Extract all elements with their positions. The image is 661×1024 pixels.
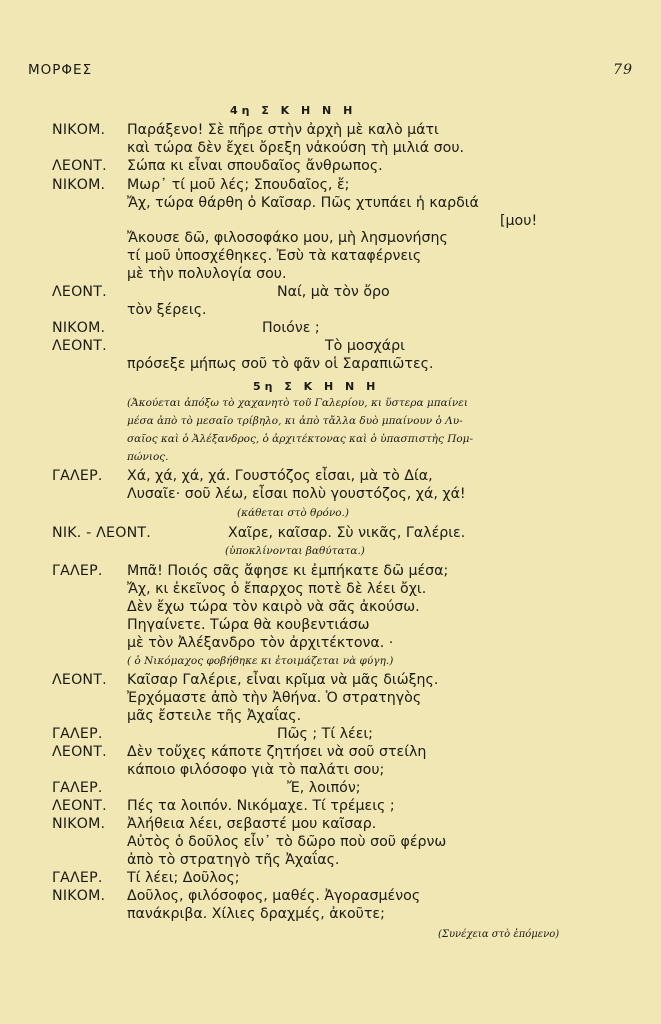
running-header: ΜΟΡΦΕΣ (28, 62, 93, 78)
speaker: ΝΙΚΟΜ. (52, 122, 106, 138)
stage-direction: σαῖος καὶ ὁ Ἀλέξανδρος, ὁ ἀρχιτέκτονας καὶ ὁ ὑπασπιστὴς Πομ- (127, 433, 474, 445)
dialogue-line: τὸν ξέρεις. (127, 302, 207, 318)
speaker: ΛΕΟΝΤ. (52, 158, 107, 174)
dialogue-line: ἀπὸ τὸ στρατηγὸ τῆς Ἀχαΐας. (127, 852, 340, 868)
dialogue-line: Ἄχ, τώρα θάρθη ὁ Καῖσαρ. Πῶς χτυπάει ἡ καρδιά (127, 195, 479, 211)
dialogue-line: Χά, χά, χά, χά. Γουστόζος εἶσαι, μὰ τὸ Δία, (127, 468, 433, 484)
dialogue-line: Δοῦλος, φιλόσοφος, μαθές. Ἀγορασμένος (127, 888, 421, 904)
dialogue-line: Πές τα λοιπόν. Νικόμαχε. Τί τρέμεις ; (127, 798, 395, 814)
dialogue-line: Πῶς ; Τί λέει; (277, 726, 373, 742)
speaker: ΛΕΟΝΤ. (52, 284, 107, 300)
speaker: ΛΕΟΝΤ. (52, 338, 107, 354)
speaker: ΓΑΛΕΡ. (52, 468, 103, 484)
stage-direction: ( ὁ Νικόμαχος φοβήθηκε κι ἑτοιμάζεται νὰ φύγη.) (127, 655, 394, 667)
dialogue-line: Δὲν ἔχω τώρα τὸν καιρὸ νὰ σᾶς ἀκούσω. (127, 599, 420, 615)
speaker: ΝΙΚ. - ΛΕΟΝΤ. (52, 525, 151, 541)
dialogue-line: Ἀλήθεια λέει, σεβαστέ μου καῖσαρ. (127, 816, 377, 832)
dialogue-line: μὲ τὸν Ἀλέξανδρο τὸν ἀρχιτέκτονα. · (127, 635, 394, 651)
dialogue-line: Ναί, μὰ τὸν ὄρο (277, 284, 390, 300)
dialogue-line: Χαῖρε, καῖσαρ. Σὺ νικᾶς, Γαλέριε. (228, 525, 466, 541)
dialogue-line: Πηγαίνετε. Τώρα θὰ κουβεντιάσω (127, 617, 370, 633)
dialogue-line: Λυσαῖε· σοῦ λέω, εἶσαι πολὺ γουστόζος, χά, χά! (127, 486, 466, 502)
stage-direction: πώνιος. (127, 451, 169, 463)
stage-direction: (ὑποκλίνονται βαθύτατα.) (225, 545, 365, 557)
dialogue-line: Δὲν τοὔχες κάποτε ζητήσει νὰ σοῦ στείλη (127, 744, 427, 760)
speaker: ΛΕΟΝΤ. (52, 672, 107, 688)
dialogue-line: Ἄχ, κι ἐκεῖνος ὁ ἔπαρχος ποτὲ δὲ λέει ὄχι. (127, 581, 427, 597)
dialogue-line: Μπᾶ! Ποιός σᾶς ἄφησε κι ἐμπήκατε δῶ μέσα; (127, 563, 449, 579)
speaker: ΝΙΚΟΜ. (52, 816, 106, 832)
speaker: ΝΙΚΟΜ. (52, 888, 106, 904)
dialogue-line: τί μοῦ ὑποσχέθηκες. Ἐσὺ τὰ καταφέρνεις (127, 248, 422, 264)
dialogue-line: Σώπα κι εἶναι σπουδαῖος ἄνθρωπος. (127, 158, 383, 174)
dialogue-line: μᾶς ἔστειλε τῆς Ἀχαΐας. (127, 708, 302, 724)
stage-direction: (Ἀκούεται ἀπόξω τὸ χαχανητὸ τοῦ Γαλερίου, κι ὕστερα μπαίνει (127, 397, 468, 409)
scene-4-heading: 4η Σ Κ Η Ν Η (230, 104, 357, 117)
stage-direction: μέσα ἀπὸ τὸ μεσαῖο τρίβηλο, κι ἀπὸ τἄλλα δυὸ μπαίνουν ὁ Λυ- (127, 415, 463, 427)
dialogue-line: κάποιο φιλόσοφο γιὰ τὸ παλάτι σου; (127, 762, 385, 778)
dialogue-line: Τὸ μοσχάρι (325, 338, 405, 354)
dialogue-line: Αὐτὸς ὁ δοῦλος εἶν᾽ τὸ δῶρο ποὺ σοῦ φέρνω (127, 834, 447, 850)
speaker: ΓΑΛΕΡ. (52, 726, 103, 742)
stage-direction: (κάθεται στὸ θρόνο.) (237, 507, 349, 519)
dialogue-line: πρόσεξε μήπως σοῦ τὸ φᾶν οἱ Σαραπιῶτες. (127, 356, 434, 372)
page-number: 79 (613, 62, 633, 78)
dialogue-line: [μου! (500, 213, 538, 229)
speaker: ΛΕΟΝΤ. (52, 798, 107, 814)
dialogue-line: Ἐρχόμαστε ἀπὸ τὴν Ἀθήνα. Ὁ στρατηγὸς (127, 690, 422, 706)
scene-5-heading: 5η Σ Κ Η Ν Η (253, 380, 380, 393)
dialogue-line: Ἄκουσε δῶ, φιλοσοφάκο μου, μὴ λησμονήσης (127, 230, 448, 246)
speaker: ΝΙΚΟΜ. (52, 177, 106, 193)
speaker: ΓΑΛΕΡ. (52, 870, 103, 886)
dialogue-line: Ποιόνε ; (262, 320, 320, 336)
dialogue-line: Μωρ᾽ τί μοῦ λές; Σπουδαῖος, ἔ; (127, 177, 350, 193)
dialogue-line: πανάκριβα. Χίλιες δραχμές, ἀκοῦτε; (127, 906, 385, 922)
speaker: ΓΑΛΕΡ. (52, 563, 103, 579)
speaker: ΛΕΟΝΤ. (52, 744, 107, 760)
dialogue-line: Καῖσαρ Γαλέριε, εἶναι κρῖμα νὰ μᾶς διώξης. (127, 672, 439, 688)
dialogue-line: Ἔ, λοιπόν; (287, 780, 361, 796)
speaker: ΝΙΚΟΜ. (52, 320, 106, 336)
dialogue-line: καὶ τώρα δὲν ἔχει ὄρεξη νἀκούση τὴ μιλιά σου. (127, 140, 465, 156)
dialogue-line: Παράξενο! Σὲ πῆρε στὴν ἀρχὴ μὲ καλὸ μάτι (127, 122, 439, 138)
dialogue-line: Τί λέει; Δοῦλος; (127, 870, 240, 886)
dialogue-line: μὲ τὴν πολυλογία σου. (127, 266, 287, 282)
continued-note: (Συνέχεια στὸ ἑπόμενο) (438, 929, 560, 940)
speaker: ΓΑΛΕΡ. (52, 780, 103, 796)
